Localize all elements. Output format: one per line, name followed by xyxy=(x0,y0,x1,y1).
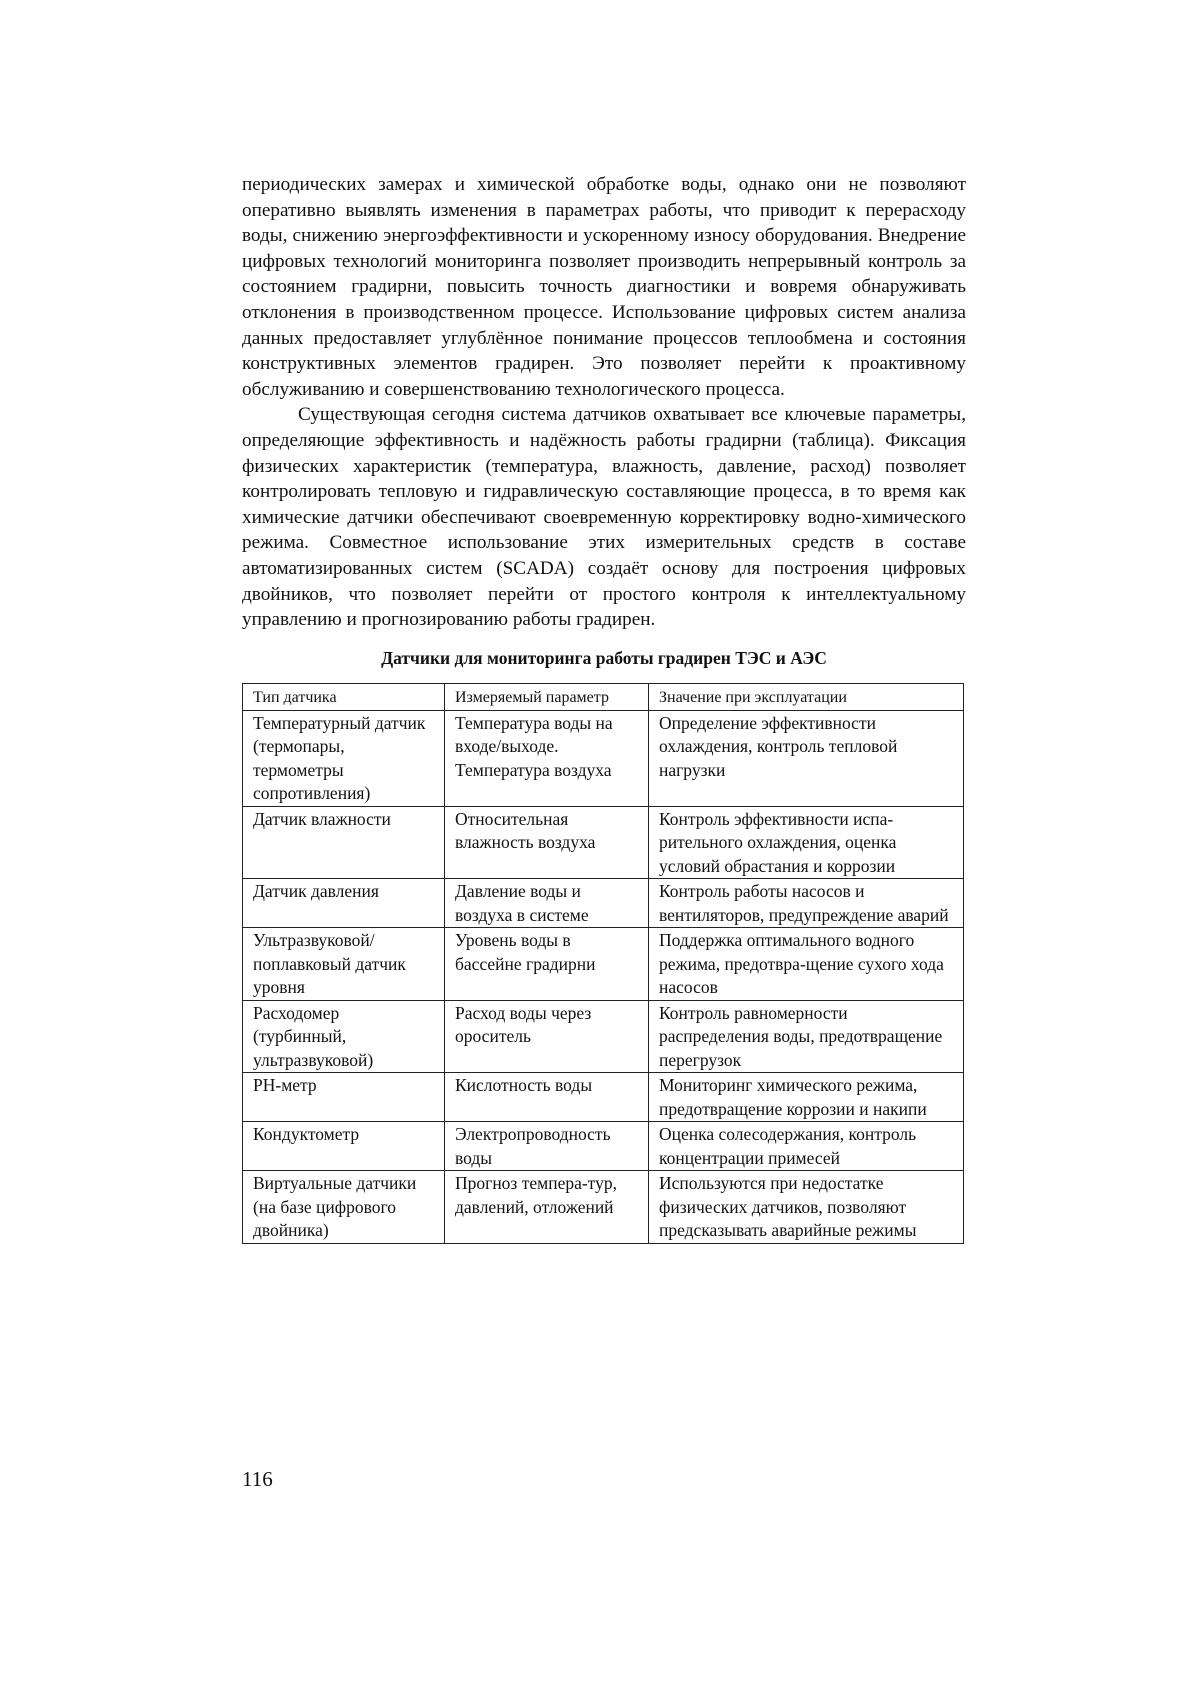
paragraph-1: периодических замерах и химической обработке воды, однако они не позволяют оперативно выявлять изменения в параметрах работы, что приводит к перерасходу воды, снижению энергоэффективности и ускоренному износу оборудования. Внедрение цифровых технологий мониторинга позволяет производить непрерывный контроль за состоянием градирни, повысить точность диагностики и вовремя обнаруживать отклонения в производственном процессе. Использование цифровых систем анализа данных предоставляет углублённое понимание процессов теплообмена и состояния конструктивных элементов градирен. Это позволяет перейти к проактивному обслуживанию и совершенствованию технологического процесса. xyxy=(242,174,966,400)
page-content xyxy=(242,172,966,1244)
table-row xyxy=(243,1073,964,1122)
cell-value: Используются при недостатке физических датчиков, позволяют предсказывать аварийные режимы xyxy=(649,1171,964,1244)
cell-parameter: Относительная влажность воздуха xyxy=(445,806,649,879)
sensors-table xyxy=(242,683,964,1244)
cell-parameter: Прогноз темпера-тур, давлений, отложений xyxy=(445,1171,649,1244)
header-operational-value: Значение при эксплуатации xyxy=(649,683,964,710)
table-row xyxy=(243,710,964,806)
cell-sensor-type: Температурный датчик (термопары, термометры сопротивления) xyxy=(243,710,445,806)
cell-value: Оценка солесодержания, контроль концентрации примесей xyxy=(649,1122,964,1171)
cell-value: Контроль равномерности распределения воды, предотвращение перегрузок xyxy=(649,1000,964,1073)
cell-parameter: Расход воды через ороситель xyxy=(445,1000,649,1073)
cell-sensor-type: Расходомер (турбинный, ультразвуковой) xyxy=(243,1000,445,1073)
table-row xyxy=(243,806,964,879)
header-sensor-type: Тип датчика xyxy=(243,683,445,710)
cell-parameter: Температура воды на входе/выходе. Температура воздуха xyxy=(445,710,649,806)
cell-sensor-type: Датчик влажности xyxy=(243,806,445,879)
page-number: 116 xyxy=(242,1467,273,1491)
cell-sensor-type: Ультразвуковой/ поплавковый датчик уровня xyxy=(243,928,445,1001)
table-header-row xyxy=(243,683,964,710)
cell-parameter: Давление воды и воздуха в системе xyxy=(445,879,649,928)
cell-sensor-type: Кондуктометр xyxy=(243,1122,445,1171)
paragraph-2: Существующая сегодня система датчиков охватывает все ключевые параметры, определяющие эффективность и надёжность работы градирни (таблица). Фиксация физических характеристик (температура, влажность, давление, расход) позволяет контролировать тепловую и гидравлическую составляющие процесса, в то время как химические датчики обеспечивают своевременную корректировку водно-химического режима. Совместное использование этих измерительных средств в составе автоматизированных систем (SCADA) создаёт основу для построения цифровых двойников, что позволяет перейти от простого контроля к интеллектуальному управлению и прогнозированию работы градирен. xyxy=(242,404,966,631)
cell-sensor-type: Датчик давления xyxy=(243,879,445,928)
cell-parameter: Электропроводность воды xyxy=(445,1122,649,1171)
table-caption: Датчики для мониторинга работы градирен ТЭС и АЭС xyxy=(381,647,827,668)
table-row xyxy=(243,1000,964,1073)
table-row xyxy=(243,1122,964,1171)
cell-value: Контроль работы насосов и вентиляторов, предупреждение аварий xyxy=(649,879,964,928)
cell-parameter: Кислотность воды xyxy=(445,1073,649,1122)
header-measured-parameter: Измеряемый параметр xyxy=(445,683,649,710)
cell-value: Мониторинг химического режима, предотвращение коррозии и накипи xyxy=(649,1073,964,1122)
cell-parameter: Уровень воды в бассейне градирни xyxy=(445,928,649,1001)
table-row xyxy=(243,1171,964,1244)
cell-sensor-type: Виртуальные датчики (на базе цифрового двойника) xyxy=(243,1171,445,1244)
table-row xyxy=(243,928,964,1001)
cell-sensor-type: PH-метр xyxy=(243,1073,445,1122)
cell-value: Определение эффективности охлаждения, контроль тепловой нагрузки xyxy=(649,710,964,806)
cell-value: Поддержка оптимального водного режима, предотвра-щение сухого хода насосов xyxy=(649,928,964,1001)
cell-value: Контроль эффективности испа-рительного охлаждения, оценка условий обрастания и коррозии xyxy=(649,806,964,879)
table-row xyxy=(243,879,964,928)
